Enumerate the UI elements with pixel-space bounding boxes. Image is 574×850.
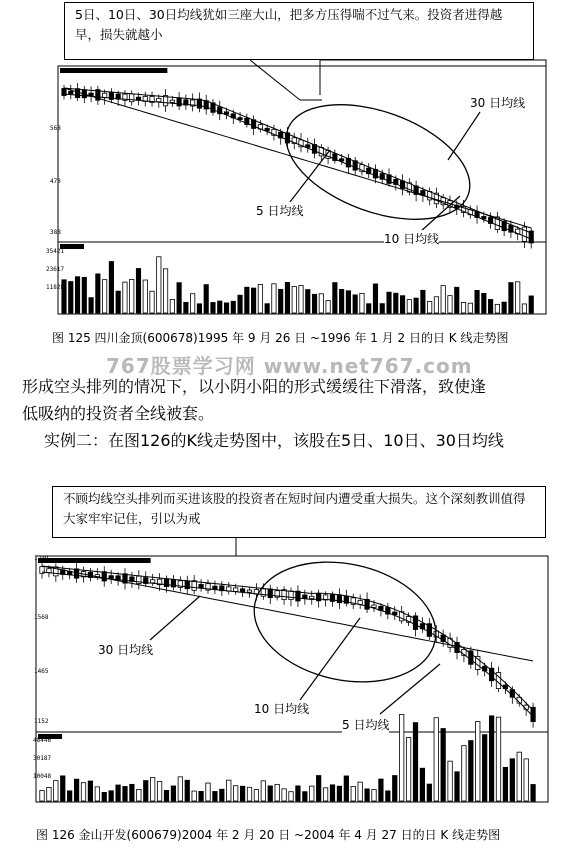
figure2-volume-bar — [74, 779, 78, 801]
figure2-volume-bar — [296, 786, 300, 801]
figure1-y-tick: 473 — [50, 178, 61, 185]
figure2-volume-bar — [524, 759, 528, 801]
figure2-y-tick: 1152 — [34, 718, 49, 725]
figure2-volume-bar — [95, 787, 99, 801]
figure2-volume-bar — [330, 785, 334, 801]
figure2-volume-bar — [365, 789, 369, 801]
figure2-y-tick: 1239 — [34, 555, 49, 562]
figure2-volume-bar — [372, 790, 376, 801]
figure2-volume-bar — [358, 782, 362, 801]
figure2-volume-bar — [254, 790, 258, 801]
figure2-volume-bar — [455, 772, 459, 801]
figure2-volume-bar — [303, 792, 307, 801]
figure2-volume-bar — [144, 781, 148, 801]
figure2-candle-body — [185, 581, 189, 589]
figure2-volume-bar — [81, 783, 85, 801]
figure1-label-10day: 10 日均线 — [384, 232, 440, 246]
figure2-candle-body — [74, 569, 78, 578]
figure2-volume-bar — [185, 780, 189, 801]
figure1-label-5day: 5 日均线 — [256, 204, 304, 218]
figure2-volume-bar — [282, 789, 286, 801]
figure2-volume-bar — [137, 789, 141, 801]
figure2-volume-bar — [496, 717, 500, 801]
figure2-volume-bar — [482, 735, 486, 801]
figure2-candle-body — [310, 596, 314, 598]
figure2-volume-bar — [476, 722, 480, 801]
figure2-candle-body — [247, 590, 251, 592]
figure2-volume-bar — [517, 752, 521, 801]
figure2-volume-bar — [393, 776, 397, 801]
figure2-volume-bar — [323, 788, 327, 801]
figure2-volume-bar — [150, 778, 154, 801]
figure2-volume-bar — [171, 786, 175, 801]
figure2-candle-body — [303, 595, 307, 599]
figure2-volume-bar — [40, 791, 44, 801]
figure2-volume-bar — [413, 723, 417, 801]
figure2-volume-bar — [164, 790, 168, 801]
figure2-vol-tick: 30187 — [33, 755, 52, 762]
figure2-volume-bar — [310, 786, 314, 801]
figure2-volume-bar — [116, 785, 120, 801]
figure2-volume-bar — [469, 741, 473, 801]
figure2-volume-bar — [434, 718, 438, 801]
figure2-volume-bar — [441, 729, 445, 801]
figure2-candle-body — [102, 572, 106, 581]
figure2-volume-bar — [261, 781, 265, 801]
site-watermark: 767股票学习网 www.net767.com — [106, 354, 473, 378]
figure2-candle-body — [199, 584, 203, 588]
body-line-1: 形成空头排列的情况下，以小阴小阳的形式缓缓往下滑落，致使逢 — [22, 377, 487, 396]
figure2-volume-bar — [61, 776, 65, 801]
figure2-label-10day: 10 日均线 — [254, 702, 310, 716]
figure2-volume-bar — [344, 776, 348, 801]
figure2-volume-bar — [206, 783, 210, 801]
figure2-volume-bar — [192, 791, 196, 801]
figure2-volume-bar — [268, 786, 272, 801]
figure2-volume-bar — [88, 781, 92, 801]
figure2-volume-bar — [67, 791, 71, 801]
figure2-y-tick: 1465 — [34, 668, 49, 675]
figure2-volume-bar — [227, 780, 231, 801]
figure1-caption: 图 125 四川金顶(600678)1995 年 9 月 26 日 ~1996 年 1 月 2 日的日 K 线走势图 — [52, 331, 509, 345]
figure1-vol-tick: 11828 — [46, 284, 65, 291]
figure2-volume-bar — [220, 789, 224, 801]
figure2-volume-bar — [379, 779, 383, 801]
figure1-y-tick: 388 — [50, 229, 61, 236]
figure1-vol-tick: 35421 — [46, 248, 65, 255]
figure2-volume-bar — [233, 786, 237, 801]
figure2-volume-bar — [178, 777, 182, 801]
figure2-candle-body — [213, 586, 217, 589]
figure2-info-strip — [38, 558, 151, 563]
figure1-label-30day: 30 日均线 — [470, 96, 526, 110]
figure2-volume-bar — [316, 776, 320, 801]
figure2-volume-bar — [351, 786, 355, 801]
figure2-volume-bar — [199, 791, 203, 801]
figure2-y-tick: 1568 — [34, 614, 49, 621]
figure2-volume-bar — [54, 781, 58, 801]
figure2-volume-bar — [102, 792, 106, 801]
figure2-candle-body — [109, 576, 113, 579]
figure2-candle-body — [240, 589, 244, 592]
figure2-candle-body — [289, 591, 293, 600]
figure2-volume-bar — [337, 786, 341, 801]
figure2-volume-bar — [489, 716, 493, 801]
figure2-candle-body — [164, 579, 168, 587]
figure2-candle-body — [372, 605, 376, 607]
figure2-volume-bar — [503, 767, 507, 801]
figure2-volume-bar — [427, 784, 431, 801]
figure2-volume-bar — [123, 786, 127, 801]
figure2-volume-bar — [289, 792, 293, 801]
figure2-volume-bar — [531, 784, 535, 801]
body-line-2: 低吸纳的投资者全线被套。 — [22, 404, 215, 423]
figure2-volume-bar — [420, 768, 424, 801]
figure2-vol-tick: 10048 — [33, 773, 52, 780]
figure2-candle-body — [268, 589, 272, 598]
figure2-volume-bar — [275, 784, 279, 801]
figure2-callout: 不顾均线空头排列而买进该股的投资者在短时间内遭受重大损失。这个深刻教训值得大家牢牢记住，引以为戒 — [52, 486, 546, 538]
figure2-vol-tick: 48446 — [33, 737, 52, 744]
figure2-volume-bar — [157, 781, 161, 801]
figure2-candle-body — [233, 588, 237, 592]
figure2-volume-bar — [240, 786, 244, 801]
figure2-volume-bar — [213, 791, 217, 801]
figure2-volume-bar — [130, 784, 134, 801]
figure1-y-tick: 568 — [50, 125, 61, 132]
figure2-caption: 图 126 金山开发(600679)2004 年 2 月 20 日 ~2004 年 4 月 27 日的日 K 线走势图 — [36, 828, 501, 842]
figure2-candle-body — [337, 595, 341, 603]
figure2-volume-bar — [448, 761, 452, 801]
figure2-volume-bar — [386, 791, 390, 801]
figure2-volume-bar — [399, 714, 403, 801]
figure2-label-5day: 5 日均线 — [342, 718, 390, 732]
figure2-volume-bar — [406, 738, 410, 801]
figure2-volume-bar — [247, 787, 251, 801]
body-line-3: 实例二：在图126的K线走势图中，该股在5日、10日、30日均线 — [44, 431, 504, 450]
figure2-label-30day: 30 日均线 — [98, 643, 154, 657]
figure2-volume-bar — [47, 787, 51, 801]
figure2-volume-bar — [462, 746, 466, 801]
figure1-vol-tick: 23617 — [46, 266, 65, 273]
figure1-callout: 5日、10日、30日均线犹如三座大山，把多方压得喘不过气来。投资者进得越早，损失就越小 — [64, 2, 534, 60]
figure2-volume-bar — [510, 759, 514, 801]
figure2-volume-bar — [109, 791, 113, 801]
figure2-candle-body — [150, 580, 154, 583]
figure2-candle-body — [316, 593, 320, 600]
